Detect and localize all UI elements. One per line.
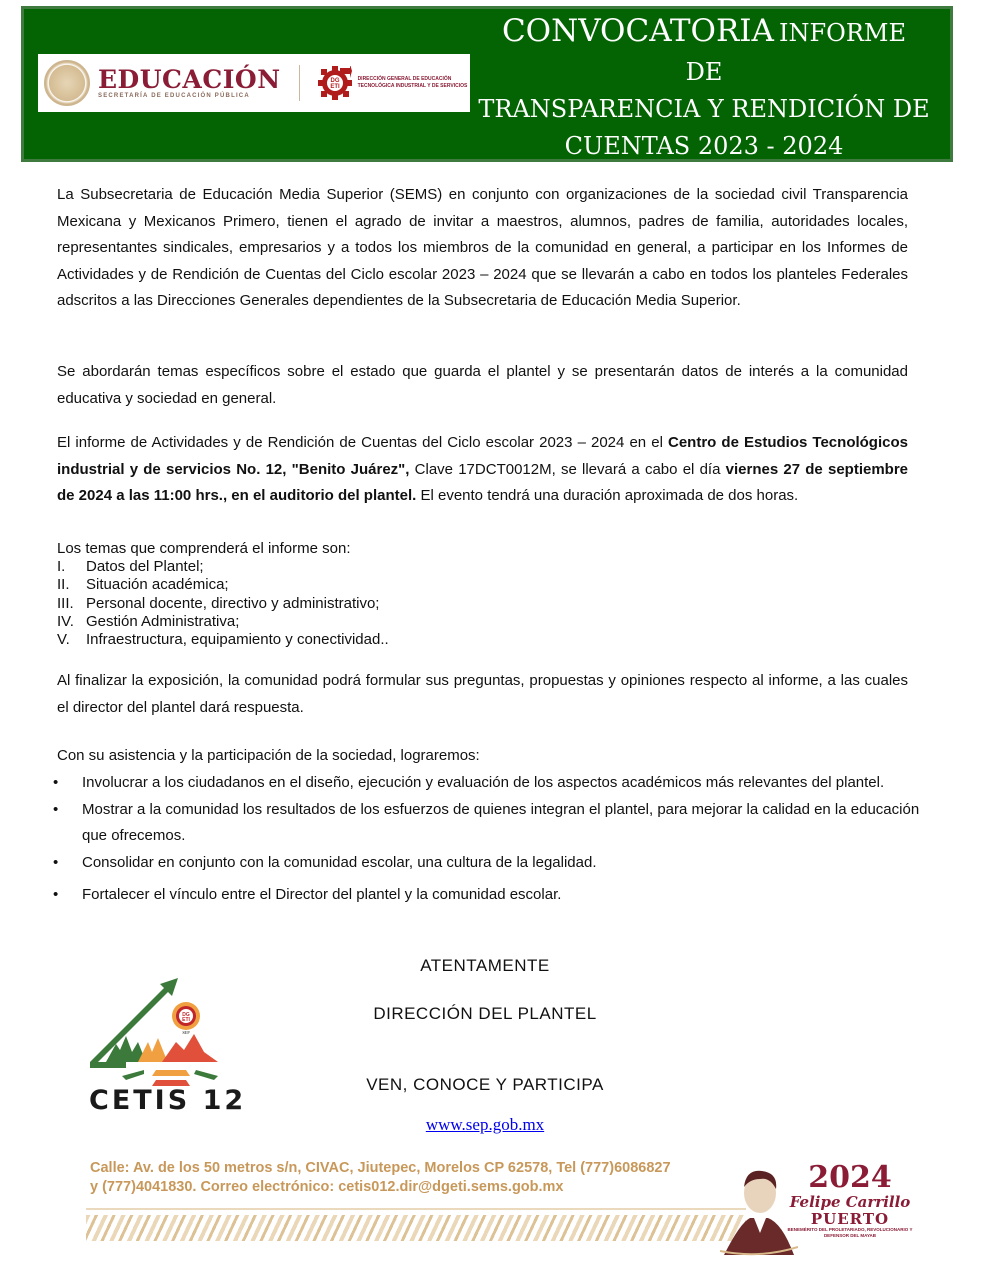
topic-text: Situación académica; xyxy=(86,576,229,594)
topic-number: IV. xyxy=(57,612,74,630)
event-text-e: El evento tendrá una duración aproximada de dos horas. xyxy=(416,487,799,505)
event-school-name: Centro de Estudios Tecnológicos industrial y de servicios No. 12, "Benito Juárez", xyxy=(57,434,908,478)
signature-slogan: VEN, CONOCE Y PARTICIPA xyxy=(366,1075,604,1094)
questions-paragraph: Al finalizar la exposición, la comunidad podrá formular sus preguntas, propuestas y opiniones respecto al informe, a las cuales el director del plantel dará respuesta. xyxy=(57,672,908,716)
event-text-c: Clave 17DCT0012M, se llevará a cabo el día xyxy=(409,460,726,478)
cetis-badge-bottom: ETI xyxy=(182,1017,190,1023)
goals-list xyxy=(53,770,923,909)
goals-intro: Con su asistencia y la participación de la sociedad, lograremos: xyxy=(57,747,480,764)
footer-ornament-pattern xyxy=(86,1215,746,1241)
dgeti-line-2: TECNOLÓGICA INDUSTRIAL Y DE SERVICIOS xyxy=(357,83,468,89)
title-word-informe: INFORME xyxy=(779,19,907,47)
cetis-logo-label: CETIS 12 xyxy=(89,1085,247,1116)
topic-number: V. xyxy=(57,631,70,649)
goal-text: Involucrar a los ciudadanos en el diseño, ejecución y evaluación de los aspectos académicos más relevantes del plantel. xyxy=(82,774,885,791)
event-text-a: El informe de Actividades y de Rendición de Cuentas del Ciclo escolar 2023 – 2024 en el xyxy=(57,434,668,451)
title-line-2: DE xyxy=(685,58,723,86)
footer-divider xyxy=(86,1208,746,1210)
page-title xyxy=(474,13,934,165)
topic-number: III. xyxy=(57,594,74,612)
dgeti-gear-icon xyxy=(318,66,352,100)
title-word-convocatoria: CONVOCATORIA xyxy=(501,13,774,49)
dgeti-logo-text xyxy=(358,76,468,90)
topic-item xyxy=(57,558,908,576)
topic-text: Personal docente, directivo y administrativo; xyxy=(86,594,380,612)
topic-text: Datos del Plantel; xyxy=(86,558,204,576)
goal-item xyxy=(53,850,923,877)
intro-paragraph: La Subsecretaria de Educación Media Superior (SEMS) en conjunto con organizaciones de la sociedad civil Transparencia Mexicana y Mexicanos Primero, tienen el agrado de invitar a maestros, alumnos, padres de familia, autoridades locales, representantes sindicales, empresarios y a todos los miembros de la comunidad en general, a participar en los Informes de Actividades y de Rendición de Cuentas del Ciclo escolar 2023 – 2024 que se llevarán a cabo en todos los planteles Federales adscritos a las Direcciones Generales dependientes de la Subsecretaria de Educación Media Superior. xyxy=(57,186,908,310)
national-seal-icon xyxy=(44,60,90,106)
topic-text: Infraestructura, equipamiento y conectividad.. xyxy=(86,631,389,649)
event-details-paragraph xyxy=(57,430,908,510)
goal-text: Fortalecer el vínculo entre el Director del plantel y la comunidad escolar. xyxy=(82,886,562,904)
sep-logo-subtitle: SECRETARÍA DE EDUCACIÓN PÚBLICA xyxy=(98,93,250,99)
footer-address-line-2: y (777)4041830. Correo electrónico: cetis012.dir@dgeti.sems.gob.mx xyxy=(90,1179,564,1195)
signature-office: DIRECCIÓN DEL PLANTEL xyxy=(373,1004,597,1023)
sep-logo-strip xyxy=(38,54,470,112)
emblem-year: 2024 xyxy=(808,1160,892,1195)
svg-text:DG: DG xyxy=(330,78,340,84)
topic-number: I. xyxy=(57,558,66,576)
footer-address xyxy=(90,1159,770,1197)
emblem-tagline: BENEMÉRITO DEL PROLETARIADO, REVOLUCIONARIO Y DEFENSOR DEL MAYAB xyxy=(787,1227,913,1238)
topics-list xyxy=(57,540,908,649)
sep-logo-text xyxy=(98,67,281,99)
svg-text:ETI: ETI xyxy=(329,84,340,90)
goal-item xyxy=(53,797,923,850)
event-date-place: viernes 27 de septiembre de 2024 a las 11:00 hrs., en el auditorio del plantel. xyxy=(57,460,909,505)
title-line-3: TRANSPARENCIA Y RENDICIÓN DE xyxy=(478,95,930,123)
topic-item xyxy=(57,595,908,613)
goal-item xyxy=(53,770,923,797)
topic-item xyxy=(57,576,908,594)
logo-divider xyxy=(299,65,300,101)
topic-item xyxy=(57,613,908,631)
goal-text: Consolidar en conjunto con la comunidad escolar, una cultura de la legalidad. xyxy=(82,853,597,871)
topics-intro: Los temas que comprenderá el informe son: xyxy=(57,540,351,557)
cetis-badge-sub: SEP xyxy=(182,1030,190,1035)
title-line-4: CUENTAS 2023 - 2024 xyxy=(564,132,844,160)
year-2024-emblem xyxy=(785,1160,915,1239)
cetis-badge-top: DG xyxy=(182,1012,190,1018)
signature-closing: ATENTAMENTE xyxy=(420,956,550,975)
bullet-icon: • xyxy=(53,774,59,791)
bullet-icon: • xyxy=(53,800,59,818)
sep-website-link[interactable]: www.sep.gob.mx xyxy=(425,1115,545,1134)
topics-paragraph: Se abordarán temas específicos sobre el estado que guarda el plantel y se presentarán datos de interés a la comunidad educativa y sociedad en general. xyxy=(57,363,908,407)
emblem-surname: PUERTO xyxy=(810,1210,890,1228)
bullet-icon: • xyxy=(53,853,59,871)
emblem-name: Felipe Carrillo xyxy=(789,1193,911,1211)
dgeti-line-1: DIRECCIÓN GENERAL DE EDUCACIÓN xyxy=(357,76,452,82)
topic-item xyxy=(57,631,908,649)
sep-logo-title: EDUCACIÓN xyxy=(98,65,281,94)
bullet-icon: • xyxy=(53,886,59,904)
footer-address-line-1: Calle: Av. de los 50 metros s/n, CIVAC, Jiutepec, Morelos CP 62578, Tel (777)6086827 xyxy=(90,1160,671,1176)
header-banner xyxy=(21,6,953,162)
topic-number: II. xyxy=(57,576,70,594)
topic-text: Gestión Administrativa; xyxy=(86,612,240,630)
goal-item xyxy=(53,882,923,909)
goal-text: Mostrar a la comunidad los resultados de los esfuerzos de quienes integran el plantel, para mejorar la calidad en la educación que ofrecemos. xyxy=(82,800,920,845)
